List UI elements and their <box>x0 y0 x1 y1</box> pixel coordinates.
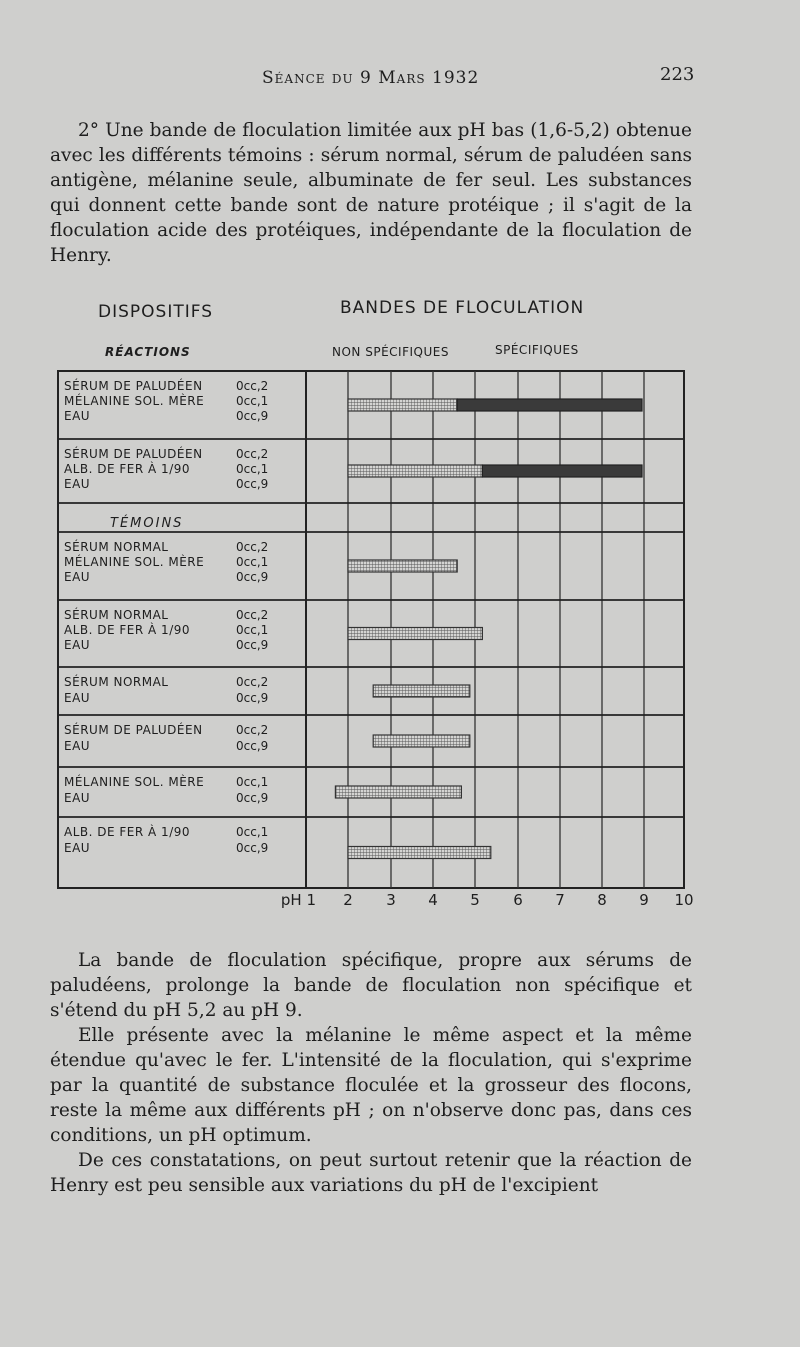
nonspecific-label: NON SPÉCIFIQUES <box>332 345 449 359</box>
nonspecific-bar <box>348 560 457 572</box>
row-label: SÉRUM NORMAL <box>64 540 169 554</box>
row-label: EAU <box>64 791 91 805</box>
row-amount: 0cc,9 <box>236 791 269 805</box>
specific-bar <box>457 399 642 411</box>
ph-tick-label: 7 <box>555 891 565 909</box>
row-amount: 0cc,2 <box>236 723 269 737</box>
ph-tick-label: 4 <box>428 891 438 909</box>
nonspecific-bar <box>348 399 457 411</box>
row-amount: 0cc,1 <box>236 462 269 476</box>
row-label: SÉRUM DE PALUDÉEN <box>64 723 203 737</box>
nonspecific-bar <box>348 465 482 477</box>
row-label: EAU <box>64 841 91 855</box>
specific-bar <box>482 465 642 477</box>
figure-left-header: DISPOSITIFS <box>98 302 214 322</box>
row-amount: 0cc,2 <box>236 379 269 393</box>
nonspecific-bar <box>348 847 491 859</box>
chart-rows <box>64 378 268 855</box>
row-label: EAU <box>64 409 91 423</box>
ph-tick-label: 8 <box>597 891 607 909</box>
row-amount: 0cc,9 <box>236 691 269 705</box>
row-label: ALB. DE FER À 1/90 <box>64 623 190 637</box>
row-label: EAU <box>64 477 91 491</box>
row-label: EAU <box>64 739 91 753</box>
temoins-label: TÉMOINS <box>110 516 184 531</box>
row-label: EAU <box>64 570 91 584</box>
ph-tick-label: 10 <box>674 891 694 909</box>
specific-label: SPÉCIFIQUES <box>495 343 579 357</box>
reactions-label: RÉACTIONS <box>105 345 191 359</box>
paragraph-text: Elle présente avec la mélanine le même aspect et la même étendue qu'avec le fer. L'intensité de la floculation, qui s'exprime par la quantité de substance floculée et la grosseur des flocons, reste la même aux différents pH ; on n'observe donc pas, dans ces conditions, un pH optimum. <box>50 1025 692 1146</box>
row-amount: 0cc,9 <box>236 739 269 753</box>
ph-tick-label: 9 <box>639 891 649 909</box>
ph-tick-label: pH 1 <box>280 891 316 909</box>
row-amount: 0cc,1 <box>236 394 269 408</box>
row-amount: 0cc,9 <box>236 477 269 491</box>
row-label: SÉRUM NORMAL <box>64 608 169 622</box>
row-amount: 0cc,2 <box>236 540 269 554</box>
row-label: MÉLANINE SOL. MÈRE <box>64 394 205 408</box>
row-label: EAU <box>64 691 91 705</box>
row-amount: 0cc,2 <box>236 447 269 461</box>
page-number: 223 <box>660 64 695 85</box>
nonspecific-bar <box>373 735 470 747</box>
row-label: MÉLANINE SOL. MÈRE <box>64 555 205 569</box>
row-amount: 0cc,9 <box>236 841 269 855</box>
row-amount: 0cc,9 <box>236 638 269 652</box>
row-label: SÉRUM NORMAL <box>64 675 169 689</box>
row-label: ALB. DE FER À 1/90 <box>64 462 190 476</box>
nonspecific-bar <box>335 786 461 798</box>
row-amount: 0cc,1 <box>236 555 269 569</box>
row-label: MÉLANINE SOL. MÈRE <box>64 775 205 789</box>
row-amount: 0cc,9 <box>236 409 269 423</box>
row-amount: 0cc,1 <box>236 825 269 839</box>
paragraph-text: 2° Une bande de floculation limitée aux pH bas (1,6-5,2) obtenue avec les différents témoins : sérum normal, sérum de paludéen sans antigène, mélanine seule, albuminate de fer seul. Les substances qui donnent cette bande sont de nature protéique ; il s'agit de la floculation acide des protéiques, indépendante de la floculation de Henry. <box>50 120 692 266</box>
chart-ticks <box>281 891 694 909</box>
ph-tick-label: 3 <box>386 891 396 909</box>
paragraph-text: De ces constatations, on peut surtout retenir que la réaction de Henry est peu sensible aux variations du pH de l'excipient <box>50 1150 692 1196</box>
ph-tick-label: 6 <box>513 891 523 909</box>
row-amount: 0cc,2 <box>236 608 269 622</box>
row-label: SÉRUM DE PALUDÉEN <box>64 447 203 461</box>
row-amount: 0cc,2 <box>236 675 269 689</box>
ph-tick-label: 2 <box>343 891 353 909</box>
figure-right-header: BANDES DE FLOCULATION <box>340 298 585 318</box>
chart-bars <box>335 399 642 859</box>
ph-tick-label: 5 <box>470 891 480 909</box>
row-label: ALB. DE FER À 1/90 <box>64 825 190 839</box>
paragraph-conclusion <box>50 948 692 1198</box>
row-amount: 0cc,1 <box>236 623 269 637</box>
row-label: SÉRUM DE PALUDÉEN <box>64 379 203 393</box>
nonspecific-bar <box>348 628 482 640</box>
nonspecific-bar <box>373 685 470 697</box>
row-amount: 0cc,1 <box>236 775 269 789</box>
row-label: EAU <box>64 638 91 652</box>
row-amount: 0cc,9 <box>236 570 269 584</box>
running-title: Séance du 9 Mars 1932 <box>262 68 480 88</box>
paragraph-text: La bande de floculation spécifique, propre aux sérums de paludéens, prolonge la bande de floculation non spécifique et s'étend du pH 5,2 au pH 9. <box>50 950 692 1021</box>
